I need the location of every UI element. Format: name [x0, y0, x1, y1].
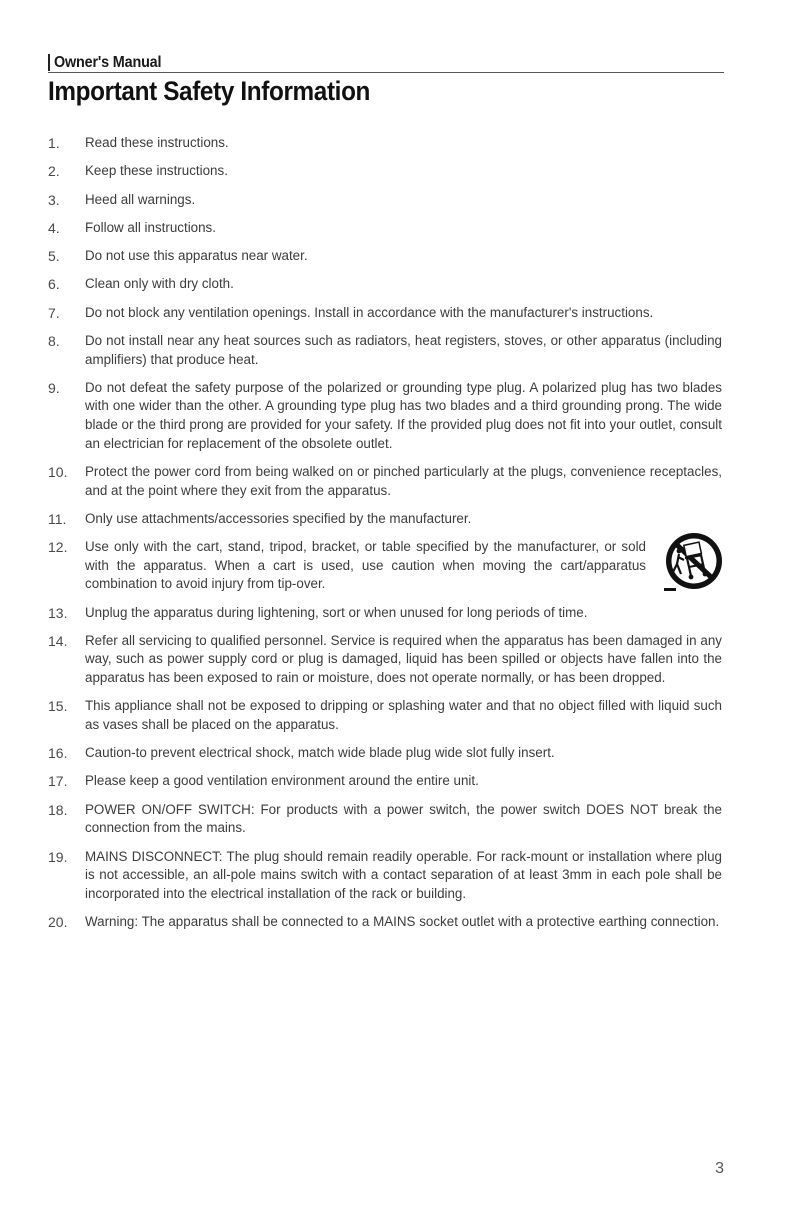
item-text: Do not install near any heat sources such as radiators, heat registers, stoves, or other apparatus (including amplifiers) that produce heat. — [85, 332, 722, 367]
item-text: Clean only with dry cloth. — [85, 276, 234, 292]
list-item — [48, 332, 722, 369]
item-number: 7. — [48, 304, 60, 321]
list-item — [48, 379, 722, 453]
item-text: Only use attachments/accessories specified by the manufacturer. — [85, 510, 472, 526]
section-marker — [48, 54, 50, 71]
list-item — [48, 697, 722, 734]
list-item — [48, 463, 722, 500]
item-number: 11. — [48, 510, 67, 527]
item-number: 19. — [48, 848, 68, 865]
list-item — [48, 247, 722, 266]
page-header — [48, 50, 724, 107]
list-item — [48, 744, 722, 763]
item-text: Follow all instructions. — [85, 219, 216, 235]
item-number: 4. — [48, 219, 60, 236]
list-item — [48, 538, 722, 594]
item-number: 1. — [48, 135, 60, 151]
item-text: Do not defeat the safety purpose of the polarized or grounding type plug. A polarized plug has two blades with one wider than the other. A grounding type plug has two blades and a third grounding prong. The wide blade or the third prong are provided for your safety. If the provided plug does not fit into your outlet, consult an electrician for replacement of the obsolete outlet. — [85, 379, 722, 451]
list-item — [48, 134, 722, 153]
item-number: 6. — [48, 276, 60, 293]
item-text: Please keep a good ventilation environment around the entire unit. — [85, 773, 479, 789]
item-text: MAINS DISCONNECT: The plug should remain readily operable. For rack-mount or installation where plug is not accessible, an all-pole mains switch with a contact separation of at least 3mm in each pole shall be incorporated into the electrical installation of the rack or building. — [85, 848, 722, 901]
item-number: 18. — [48, 801, 68, 818]
item-number: 10. — [48, 463, 68, 480]
list-item — [48, 275, 722, 294]
item-text: Unplug the apparatus during lightening, sort or when unused for long periods of time. — [85, 604, 588, 620]
list-item — [48, 219, 722, 238]
item-text: Refer all servicing to qualified personnel. Service is required when the apparatus has been damaged in any way, such as power supply cord or plug is damaged, liquid has been spilled or objects have fallen into the apparatus has been exposed to rain or moisture, does not operate normally, or has been dropped. — [85, 632, 722, 685]
item-text: Heed all warnings. — [85, 191, 196, 207]
item-number: 14. — [48, 632, 68, 649]
list-item — [48, 772, 722, 791]
list-item — [48, 191, 722, 210]
list-item — [48, 632, 722, 688]
item-number: 16. — [48, 745, 68, 762]
section-label — [48, 50, 724, 73]
item-text: This appliance shall not be exposed to dripping or splashing water and that no object filled with liquid such as vases shall be placed on the apparatus. — [85, 698, 722, 732]
item-number: 15. — [48, 698, 68, 715]
item-text: Caution-to prevent electrical shock, match wide blade plug wide slot fully insert. — [85, 745, 555, 761]
item-number: 12. — [48, 539, 68, 556]
item-number: 5. — [48, 248, 60, 265]
item-number: 8. — [48, 332, 60, 349]
item-number: 9. — [48, 379, 60, 396]
item-text: Read these instructions. — [85, 135, 229, 150]
item-text: POWER ON/OFF SWITCH: For products with a power switch, the power switch DOES NOT break the connection from the mains. — [85, 801, 722, 836]
list-item — [48, 304, 722, 323]
safety-instructions-list — [48, 134, 722, 941]
list-item — [48, 162, 722, 181]
item-number: 17. — [48, 773, 68, 790]
section-name: Owner's Manual — [54, 54, 162, 71]
item-number: 13. — [48, 604, 68, 621]
item-number: 20. — [48, 914, 68, 931]
page-title: Important Safety Information — [48, 76, 371, 106]
item-number: 2. — [48, 163, 60, 180]
list-item — [48, 510, 722, 529]
list-item — [48, 848, 722, 904]
cart-tipover-warning-icon — [658, 530, 728, 596]
item-text: Warning: The apparatus shall be connected to a MAINS socket outlet with a protective earthing connection. — [85, 914, 720, 930]
item-text: Do not use this apparatus near water. — [85, 248, 308, 264]
item-text: Keep these instructions. — [85, 163, 228, 179]
list-item — [48, 913, 722, 932]
item-text: Use only with the cart, stand, tripod, bracket, or table specified by the manufacturer, or sold with the apparatus. When a cart is used, use caution when moving the cart/apparatus combination to avoid injury from tip-over. — [85, 539, 646, 592]
item-number: 3. — [48, 191, 60, 208]
item-text: Protect the power cord from being walked on or pinched particularly at the plugs, convenience receptacles, and at the point where they exit from the apparatus. — [85, 463, 722, 498]
item-text: Do not block any ventilation openings. Install in accordance with the manufacturer's instructions. — [85, 304, 654, 320]
list-item — [48, 801, 722, 838]
list-item — [48, 604, 722, 623]
page-number: 3 — [715, 1160, 724, 1177]
